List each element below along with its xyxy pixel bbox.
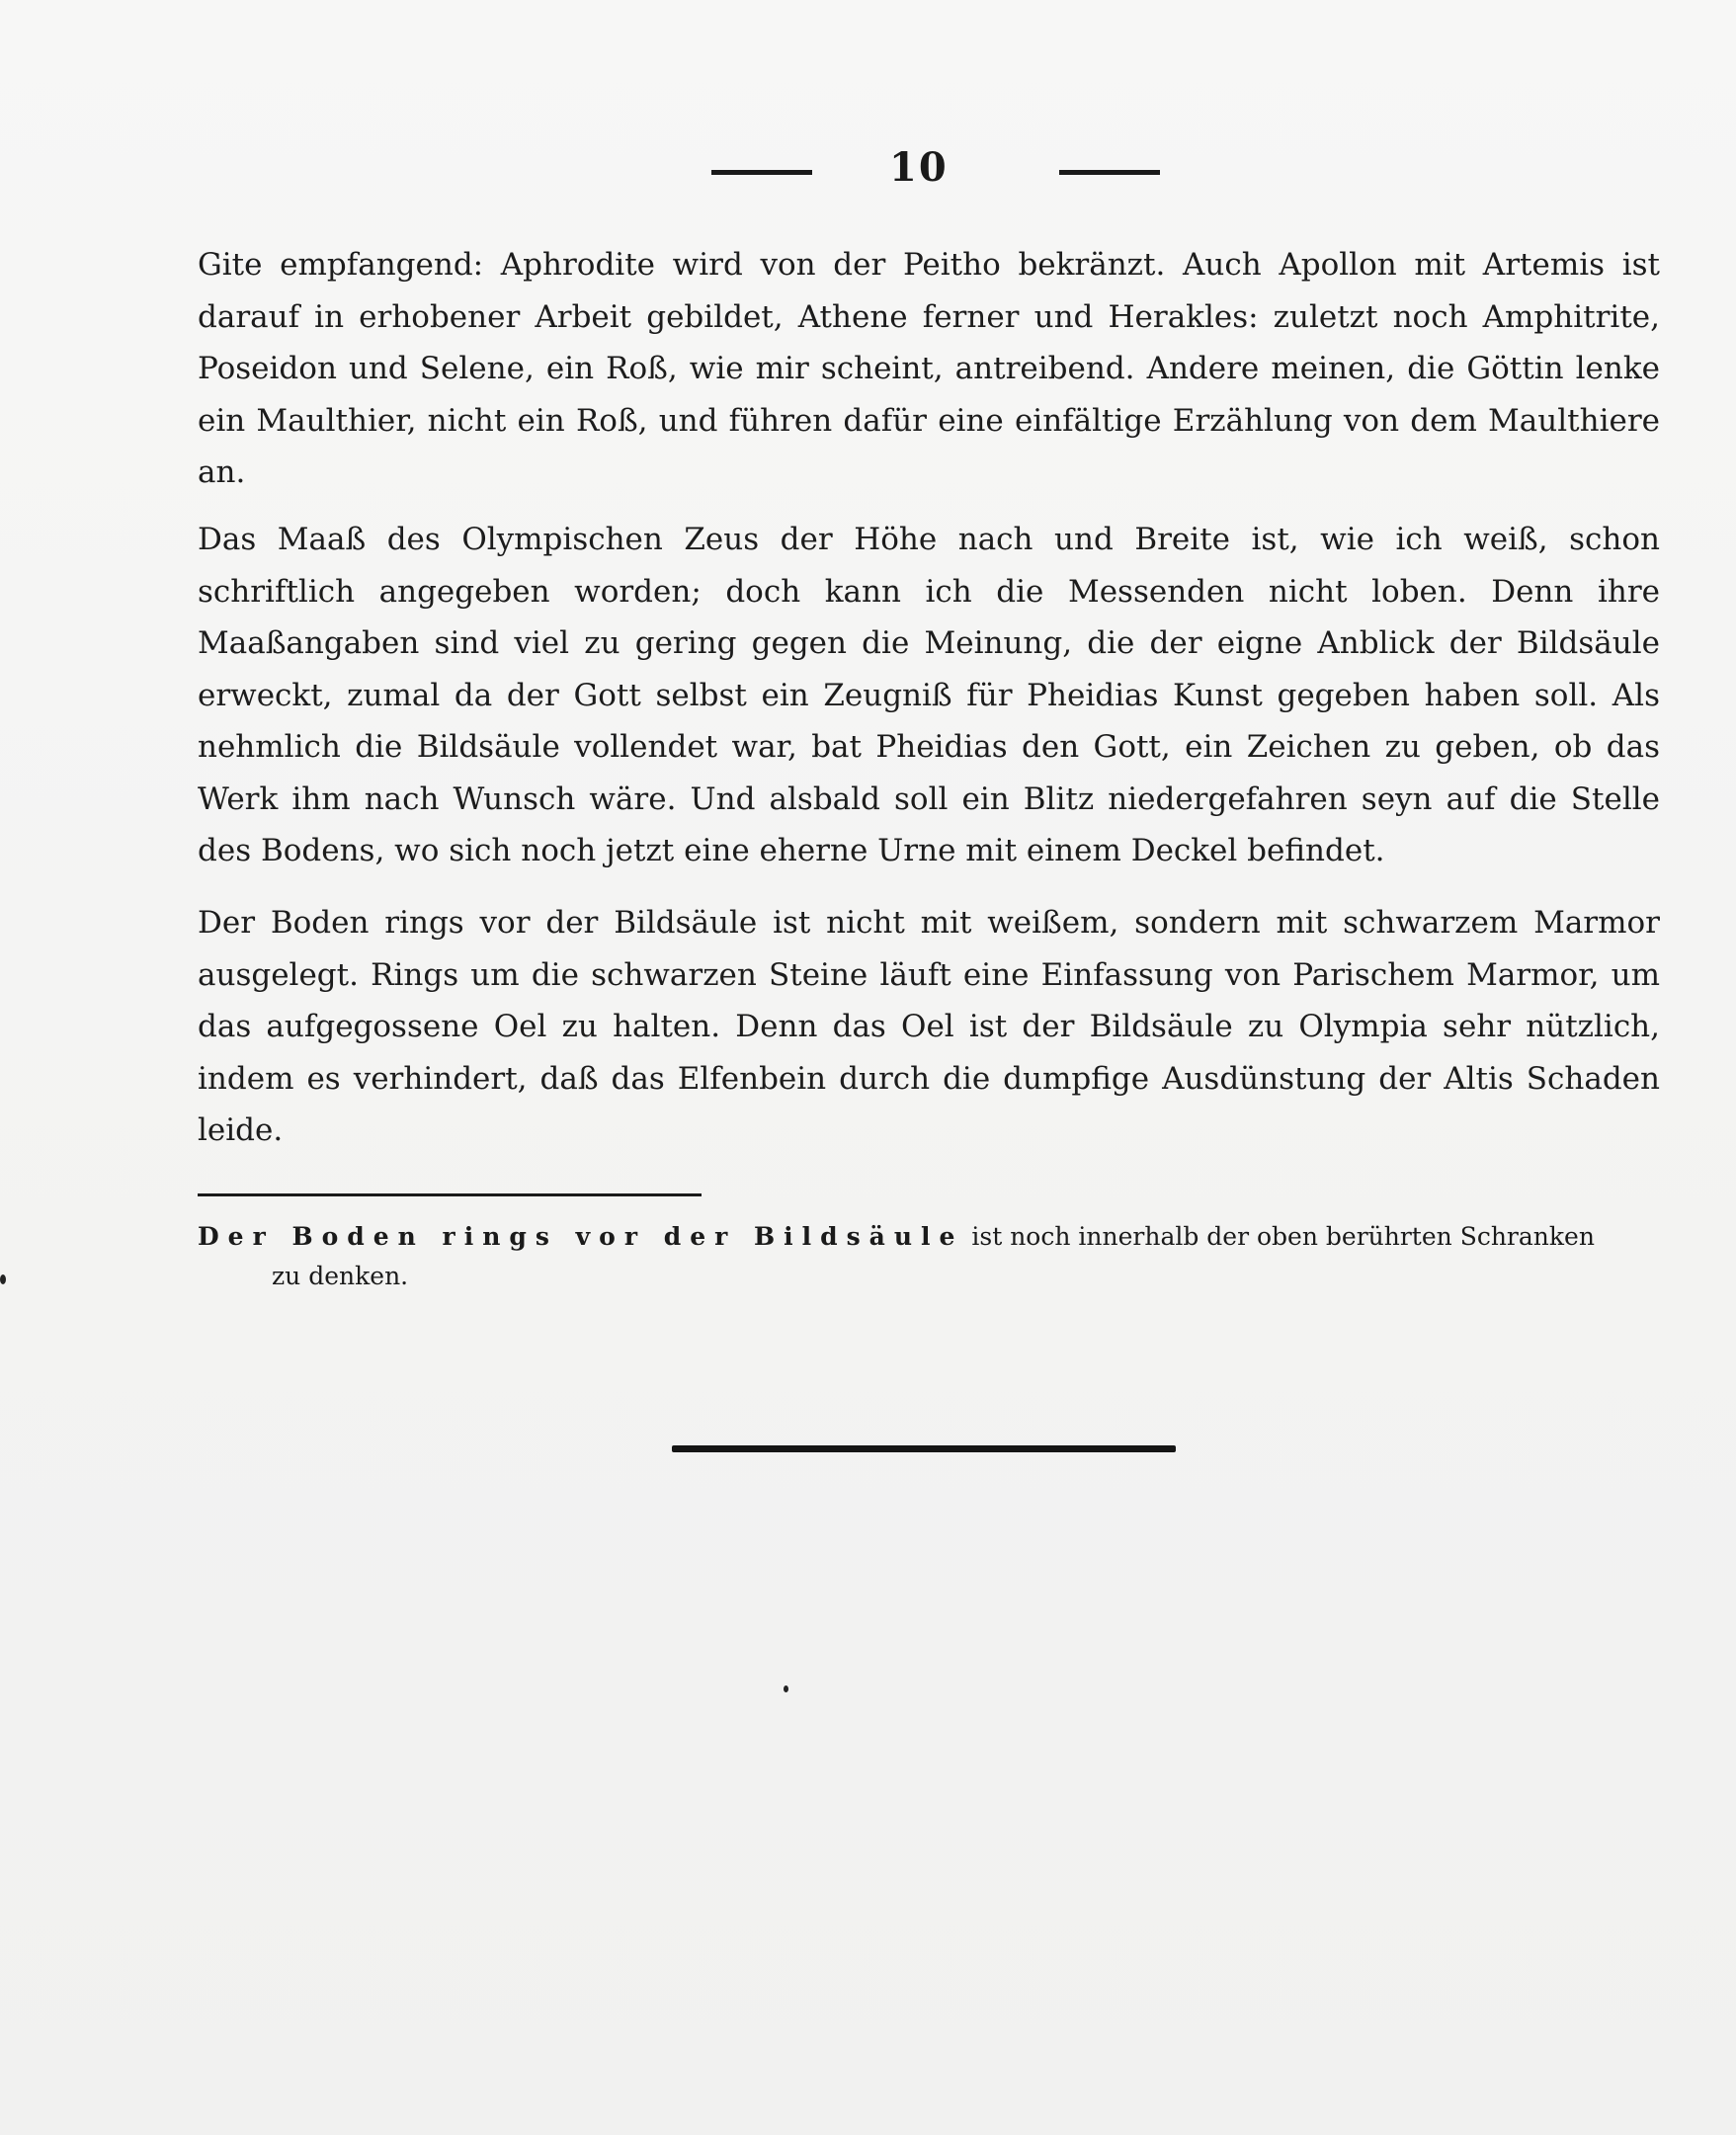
footnote-line-1	[198, 1217, 1660, 1257]
closing-rule	[672, 1445, 1176, 1452]
body-paragraph-2	[198, 514, 1660, 877]
paragraph-3-text: Der Boden rings vor der Bildsäule ist nicht mit weißem, sondern mit schwarzem Marmor ausgelegt. Rings um die schwarzen Steine läuft eine Einfassung von Parischem Marmor, um das aufgegossene Oel zu halten. Denn das Oel ist der Bildsäule zu Olympia sehr nützlich, indem es verhindert, daß das Elfenbein durch die dumpfige Ausdünstung der Altis Schaden leide.	[198, 905, 1660, 1148]
header-rule-right	[1059, 170, 1160, 175]
ink-speck	[784, 1685, 788, 1692]
footnote-rest: ist noch innerhalb der oben berührten Schranken	[971, 1222, 1595, 1251]
page-header	[0, 144, 1736, 198]
paragraph-2-text: Das Maaß des Olympischen Zeus der Höhe nach und Breite ist, wie ich weiß, schon schriftlich angegeben worden; doch kann ich die Messenden nicht loben. Denn ihre Maaßangaben sind viel zu gering gegen die Meinung, die der eigne Anblick der Bildsäule erweckt, zumal da der Gott selbst ein Zeugniß für Pheidias Kunst gegeben haben soll. Als nehmlich die Bildsäule vollendet war, bat Pheidias den Gott, ein Zeichen zu geben, ob das Werk ihm nach Wunsch wäre. Und alsbald soll ein Blitz niedergefahren seyn auf die Stelle des Bodens, wo sich noch jetzt eine eherne Urne mit einem Deckel befindet.	[198, 522, 1660, 868]
paragraph-1-text: Gite empfangend: Aphrodite wird von der Peitho bekränzt. Auch Apollon mit Artemis ist darauf in erhobener Arbeit gebildet, Athene ferner und Herakles: zuletzt noch Amphitrite, Poseidon und Selene, ein Roß, wie mir scheint, antreibend. Andere meinen, die Göttin lenke ein Maulthier, nicht ein Roß, und führen dafür eine einfältige Erzählung von dem Maulthiere an.	[198, 247, 1660, 490]
footnote-spaced-phrase: Der Boden rings vor der Bildsäule	[198, 1222, 964, 1251]
body-paragraph-1	[198, 239, 1660, 499]
header-rule-left	[711, 170, 812, 175]
footnote	[198, 1217, 1660, 1296]
ink-speck	[0, 1274, 6, 1284]
page-number: 10	[889, 144, 949, 191]
footnote-continuation: zu denken.	[272, 1262, 409, 1290]
body-paragraph-3	[198, 897, 1660, 1157]
footnote-separator	[198, 1193, 702, 1196]
